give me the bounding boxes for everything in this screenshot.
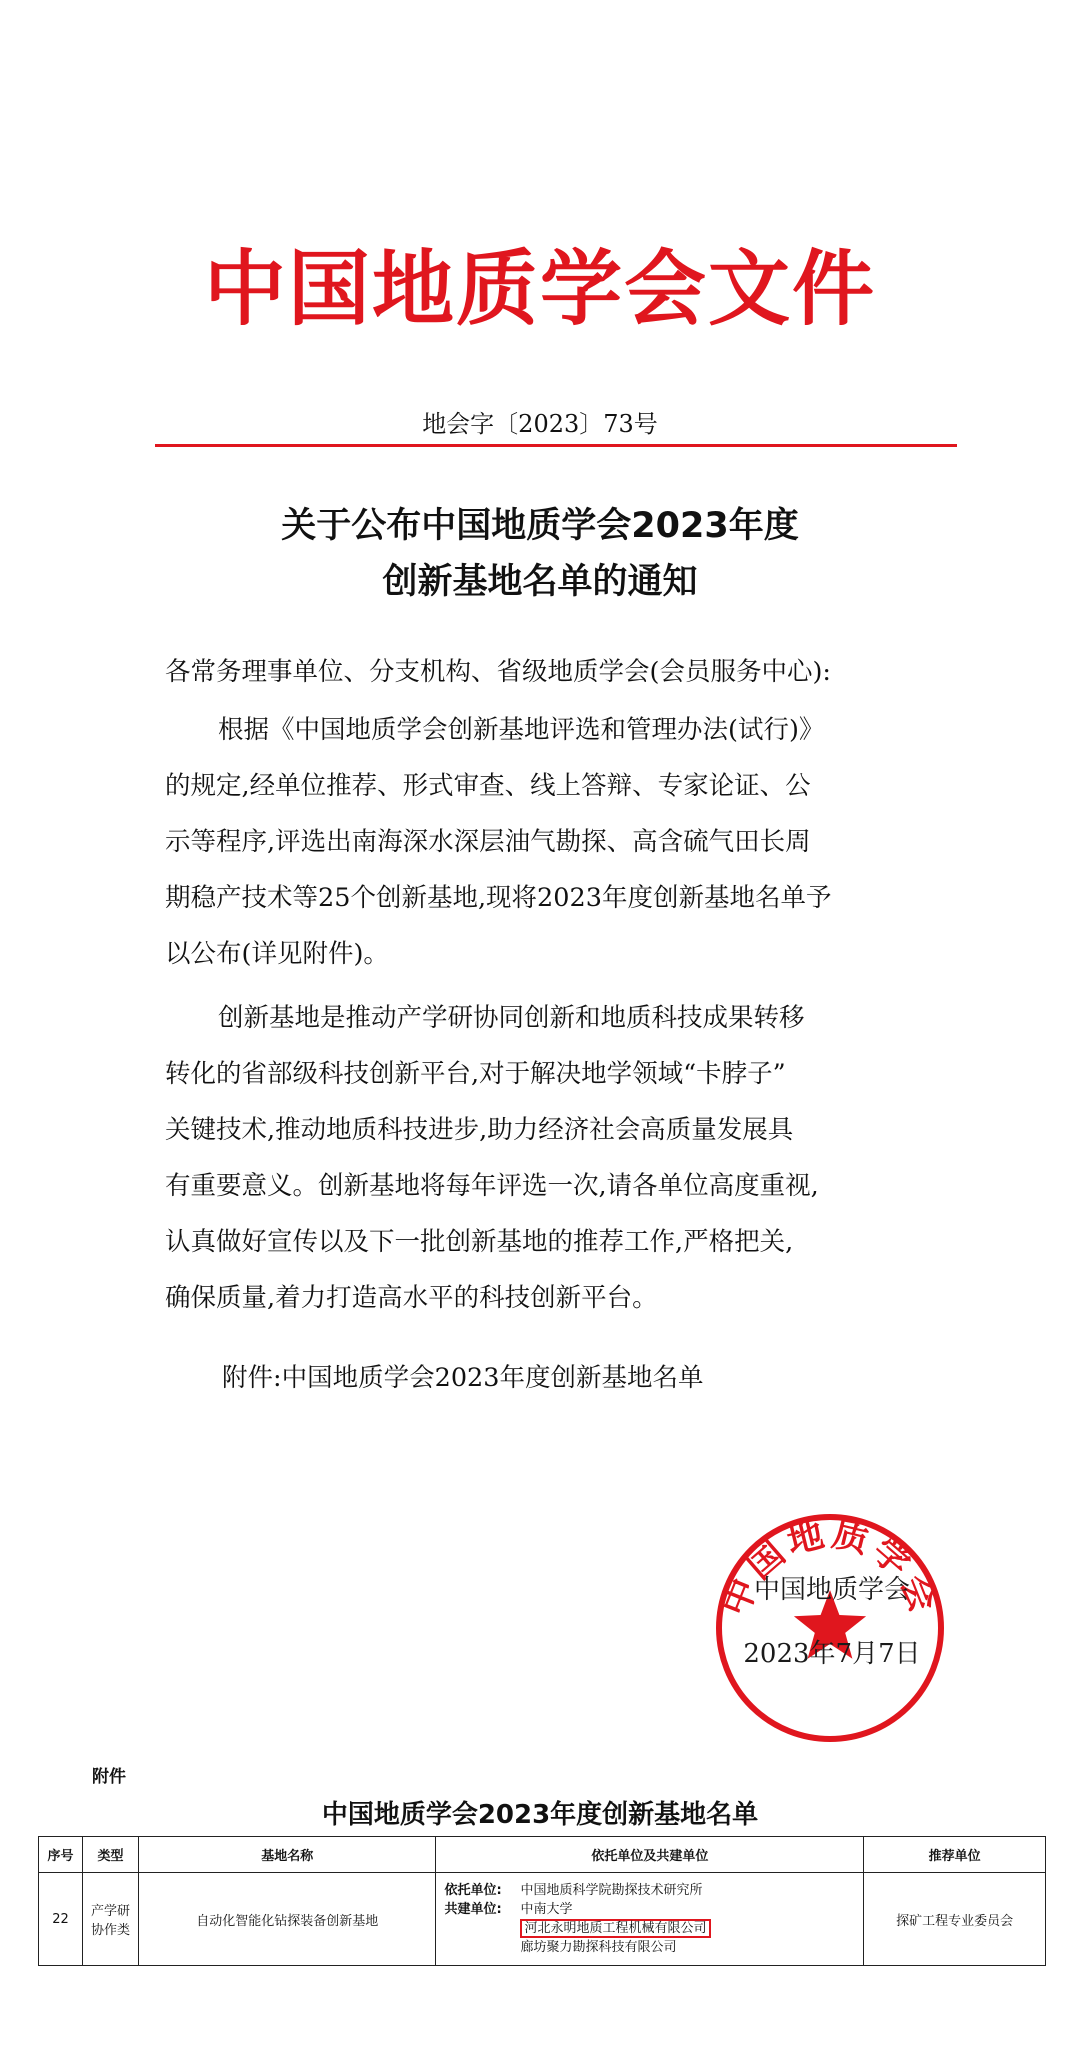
paragraph-line: 创新基地是推动产学研协同创新和地质科技成果转移 bbox=[218, 1003, 805, 1033]
notice-title bbox=[0, 498, 1080, 610]
cell-units bbox=[436, 1873, 864, 1966]
header-recommender: 推荐单位 bbox=[864, 1837, 1046, 1873]
co-unit: 中南大学 bbox=[520, 1902, 573, 1917]
document-number: 地会字〔2023〕73号 bbox=[422, 410, 658, 438]
co-unit-highlighted: 河北永明地质工程机械有限公司 bbox=[520, 1919, 710, 1938]
paragraph-line: 转化的省部级科技创新平台,对于解决地学领域“卡脖子” bbox=[165, 1059, 786, 1089]
paragraph-line: 根据《中国地质学会创新基地评选和管理办法(试行)》 bbox=[218, 715, 825, 745]
host-unit-line bbox=[444, 1881, 855, 1900]
paragraph-line: 期稳产技术等25个创新基地,现将2023年度创新基地名单予 bbox=[165, 883, 832, 913]
addressee: 各常务理事单位、分支机构、省级地质学会(会员服务中心): bbox=[165, 657, 831, 687]
notice-title-line-1: 关于公布中国地质学会2023年度 bbox=[281, 506, 799, 546]
paragraph-2 bbox=[165, 990, 919, 1326]
table-header-row bbox=[39, 1837, 1046, 1873]
co-label: 共建单位: bbox=[444, 1902, 502, 1917]
masthead: 中国地质学会文件 bbox=[203, 242, 876, 337]
table-row bbox=[39, 1873, 1046, 1966]
header-index: 序号 bbox=[39, 1837, 83, 1873]
header-category: 类型 bbox=[82, 1837, 138, 1873]
cell-base-name: 自动化智能化钻探装备创新基地 bbox=[138, 1873, 436, 1966]
co-unit-line bbox=[444, 1919, 855, 1938]
seal-organization: 中国地质学会 bbox=[753, 1575, 910, 1605]
header-base-name: 基地名称 bbox=[138, 1837, 436, 1873]
cell-recommender: 探矿工程专业委员会 bbox=[864, 1873, 1046, 1966]
notice-title-line-2: 创新基地名单的通知 bbox=[382, 562, 698, 602]
paragraph-line: 确保质量,着力打造高水平的科技创新平台。 bbox=[165, 1283, 658, 1313]
header-units: 依托单位及共建单位 bbox=[436, 1837, 864, 1873]
co-unit-line bbox=[444, 1900, 855, 1919]
cell-category bbox=[82, 1873, 138, 1966]
paragraph-line: 示等程序,评选出南海深水深层油气勘探、高含硫气田长周 bbox=[165, 827, 811, 857]
co-unit-line bbox=[444, 1938, 855, 1957]
attachment-reference: 附件:中国地质学会2023年度创新基地名单 bbox=[222, 1363, 704, 1393]
official-seal bbox=[714, 1512, 946, 1744]
category-line: 协作类 bbox=[90, 1923, 130, 1938]
host-label: 依托单位: bbox=[444, 1883, 502, 1898]
annex-title: 中国地质学会2023年度创新基地名单 bbox=[321, 1800, 759, 1830]
red-divider bbox=[155, 444, 957, 447]
category-line: 产学研 bbox=[90, 1904, 130, 1919]
co-unit: 廊坊聚力勘探科技有限公司 bbox=[520, 1940, 677, 1955]
cell-index: 22 bbox=[39, 1873, 83, 1966]
seal-ring-text: 中国地质学会 bbox=[714, 1513, 946, 1622]
paragraph-1 bbox=[165, 702, 919, 982]
annex-label: 附件 bbox=[92, 1767, 126, 1787]
paragraph-line: 有重要意义。创新基地将每年评选一次,请各单位高度重视, bbox=[165, 1171, 819, 1201]
annex-table bbox=[38, 1836, 1046, 1966]
paragraph-line: 关键技术,推动地质科技进步,助力经济社会高质量发展具 bbox=[165, 1115, 794, 1145]
paragraph-line: 认真做好宣传以及下一批创新基地的推荐工作,严格把关, bbox=[165, 1227, 794, 1257]
paragraph-line: 以公布(详见附件)。 bbox=[165, 939, 389, 969]
issue-date: 2023年7月7日 bbox=[743, 1639, 921, 1669]
paragraph-line: 的规定,经单位推荐、形式审查、线上答辩、专家论证、公 bbox=[165, 771, 811, 801]
host-unit: 中国地质科学院勘探技术研究所 bbox=[520, 1883, 703, 1898]
